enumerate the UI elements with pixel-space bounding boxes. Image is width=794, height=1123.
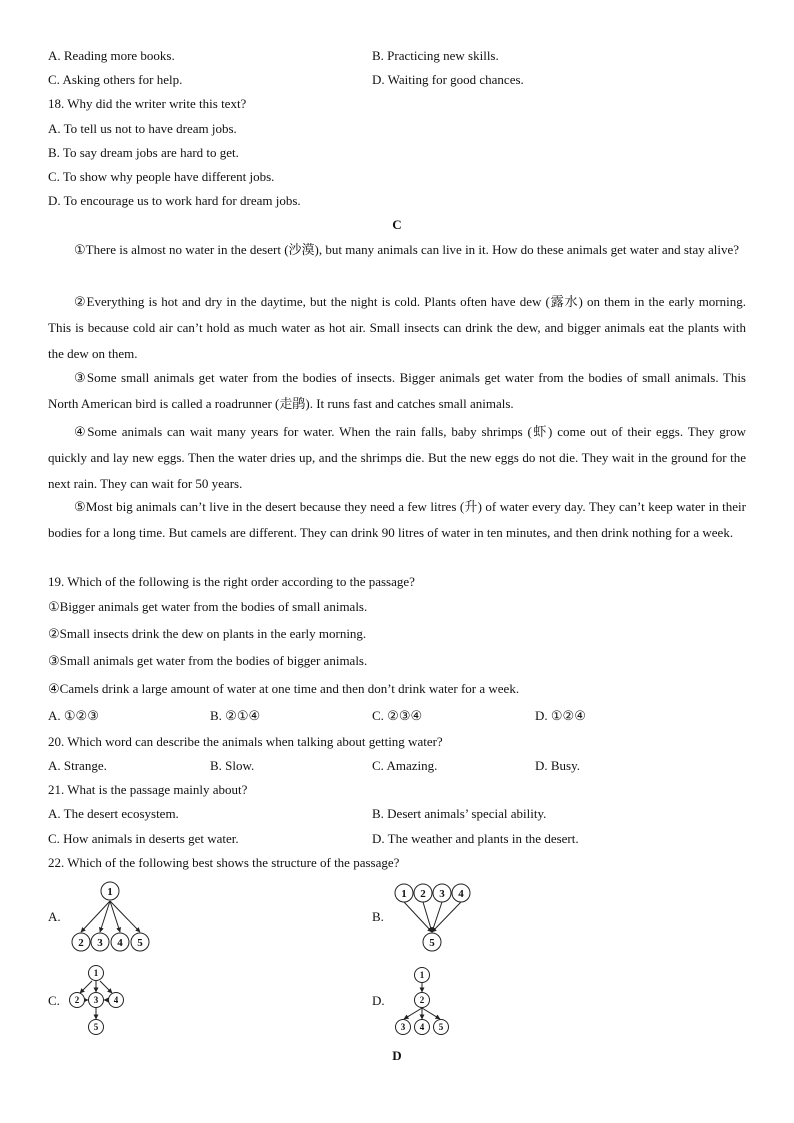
passage-paragraph-2: ②Everything is hot and dry in the daytime, but the night is cold. Plants often have dew (露水) on them in the early morning. This is because cold air can’t hold as much water as hot air. Small insects can drink the dew, and bigger animals eat the plants with the dew on them. — [48, 294, 746, 361]
diagram-c-arrow — [100, 981, 112, 993]
diagram-a-node-label: 4 — [117, 936, 123, 949]
diagram-c-node-label: 2 — [74, 995, 80, 1006]
q22-option-a: A. — [48, 909, 61, 924]
q19-statement-2: ②Small insects drink the dew on plants in the early morning. — [48, 626, 367, 641]
passage-paragraph-4: ④Some animals can wait many years for water. When the rain falls, baby shrimps (虾) come out of their eggs. They grow quickly and lay new eggs. Then the water dries up, and the shrimps die. But the new eggs do not die. They wait in the ground for the next rain. They can wait for 50 years. — [48, 424, 746, 491]
q19-option-d: D. ①②④ — [535, 708, 586, 723]
q21-option-d: D. The weather and plants in the desert. — [372, 831, 579, 846]
q20-option-c: C. Amazing. — [372, 758, 438, 773]
q17-option-d: D. Waiting for good chances. — [372, 72, 524, 87]
diagram-b-arrow — [432, 902, 461, 932]
diagram-b-node-label: 2 — [420, 887, 426, 900]
diagram-b-node-label: 4 — [458, 887, 464, 900]
q22-question: 22. Which of the following best shows the structure of the passage? — [48, 855, 400, 870]
q19-statement-3: ③Small animals get water from the bodies of bigger animals. — [48, 653, 368, 668]
q19-statement-1: ①Bigger animals get water from the bodies of small animals. — [48, 599, 368, 614]
q20-option-b: B. Slow. — [210, 758, 255, 773]
q17-option-a: A. Reading more books. — [48, 48, 175, 63]
diagram-d-arrow — [404, 1008, 422, 1019]
q19-option-b: B. ②①④ — [210, 708, 261, 723]
section-c-heading: C — [392, 217, 402, 232]
q22-option-b: B. — [372, 909, 384, 924]
q19-option-a: A. ①②③ — [48, 708, 99, 723]
diagram-c-node-label: 3 — [93, 995, 99, 1006]
q18-question: 18. Why did the writer write this text? — [48, 96, 247, 111]
q21-option-b: B. Desert animals’ special ability. — [372, 806, 547, 821]
passage-paragraph-1: ①There is almost no water in the desert (沙漠), but many animals can live in it. How do these animals get water and stay alive? — [74, 242, 740, 257]
diagram-c-node-label: 1 — [93, 968, 99, 979]
q22-option-d: D. — [372, 993, 385, 1008]
diagram-c-node-label: 5 — [93, 1022, 99, 1033]
diagram-c-arrow — [80, 981, 92, 993]
diagram-d-node-label: 1 — [419, 970, 425, 981]
diagram-a-node-label: 2 — [78, 936, 84, 949]
q21-question: 21. What is the passage mainly about? — [48, 782, 248, 797]
q19-statement-4: ④Camels drink a large amount of water at one time and then don’t drink water for a week. — [48, 681, 520, 696]
diagram-b-node-label: 3 — [439, 887, 445, 900]
q18-option-c: C. To show why people have different jobs. — [48, 169, 275, 184]
q17-option-c: C. Asking others for help. — [48, 72, 183, 87]
q17-option-b: B. Practicing new skills. — [372, 48, 499, 63]
diagram-b-node-label: 5 — [429, 936, 435, 949]
q19-question: 19. Which of the following is the right order according to the passage? — [48, 574, 415, 589]
q20-option-d: D. Busy. — [535, 758, 581, 773]
diagram-d-node-label: 2 — [419, 995, 425, 1006]
q19-option-c: C. ②③④ — [372, 708, 423, 723]
diagram-d-node-label: 5 — [438, 1022, 444, 1033]
diagram-a-node-label: 3 — [97, 936, 103, 949]
diagram-d-node-label: 3 — [400, 1022, 406, 1033]
q22-option-c: C. — [48, 993, 60, 1008]
q21-option-c: C. How animals in deserts get water. — [48, 831, 239, 846]
passage-paragraph-3: ③Some small animals get water from the bodies of insects. Bigger animals get water from the bodies of small animals. This North American bird is called a roadrunner (走鹃). It runs fast and catches small animals. — [48, 370, 746, 411]
diagram-a-node-label: 5 — [137, 936, 143, 949]
diagram-a-arrow — [81, 901, 110, 932]
diagram-a-node-label: 1 — [107, 885, 113, 898]
q18-option-a: A. To tell us not to have dream jobs. — [48, 121, 237, 136]
section-d-heading: D — [392, 1048, 402, 1063]
q20-question: 20. Which word can describe the animals when talking about getting water? — [48, 734, 443, 749]
diagram-d-node-label: 4 — [419, 1022, 425, 1033]
q18-option-d: D. To encourage us to work hard for dream jobs. — [48, 193, 301, 208]
q18-option-b: B. To say dream jobs are hard to get. — [48, 145, 239, 160]
diagram-b-node-label: 1 — [401, 887, 407, 900]
diagram-c-node-label: 4 — [113, 995, 119, 1006]
q20-option-a: A. Strange. — [48, 758, 107, 773]
q21-option-a: A. The desert ecosystem. — [48, 806, 179, 821]
passage-paragraph-5: ⑤Most big animals can’t live in the desert because they need a few litres (升) of water every day. They can’t keep water in their bodies for a long time. But camels are different. They can drink 90 litres of water in ten minutes, and then drink nothing for a week. — [48, 499, 746, 540]
diagram-d-arrow — [422, 1008, 440, 1019]
